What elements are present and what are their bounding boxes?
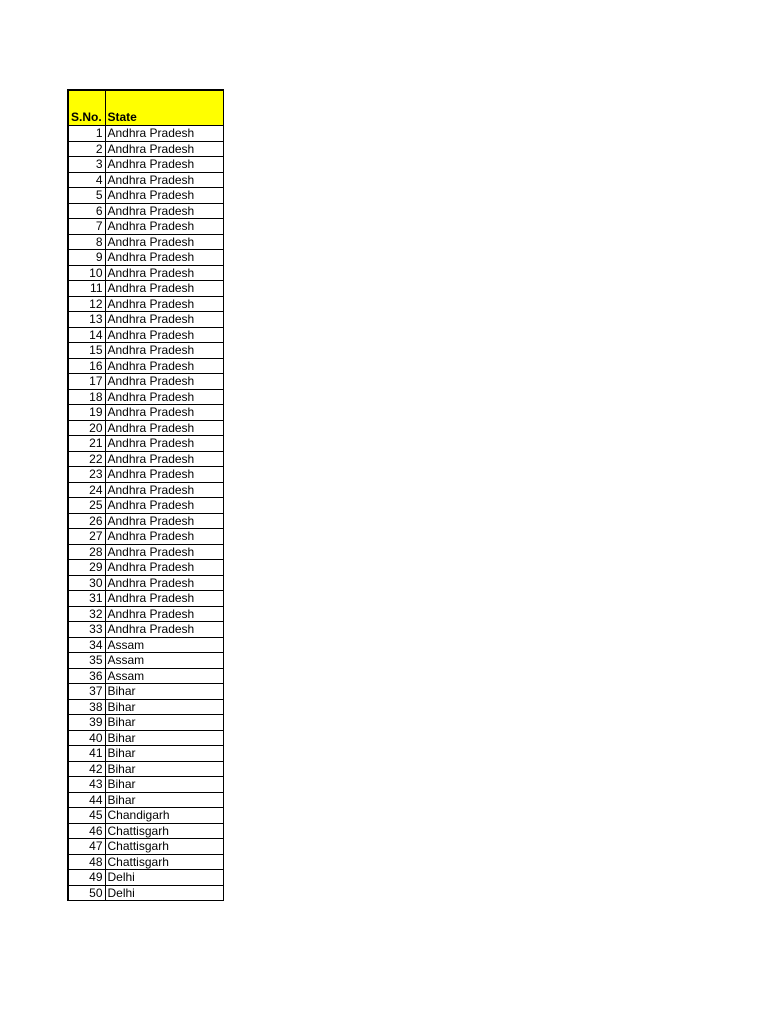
cell-sno: 1 bbox=[68, 126, 105, 142]
cell-state: Andhra Pradesh bbox=[105, 234, 223, 250]
cell-sno: 17 bbox=[68, 374, 105, 390]
cell-state: Andhra Pradesh bbox=[105, 451, 223, 467]
cell-sno: 48 bbox=[68, 854, 105, 870]
table-row bbox=[68, 436, 223, 452]
cell-sno: 30 bbox=[68, 575, 105, 591]
cell-state: Bihar bbox=[105, 777, 223, 793]
cell-state: Assam bbox=[105, 653, 223, 669]
table-row bbox=[68, 870, 223, 886]
cell-state: Andhra Pradesh bbox=[105, 296, 223, 312]
cell-state: Andhra Pradesh bbox=[105, 420, 223, 436]
table-row bbox=[68, 374, 223, 390]
cell-sno: 12 bbox=[68, 296, 105, 312]
cell-state: Andhra Pradesh bbox=[105, 575, 223, 591]
cell-state: Andhra Pradesh bbox=[105, 591, 223, 607]
cell-sno: 27 bbox=[68, 529, 105, 545]
cell-state: Andhra Pradesh bbox=[105, 312, 223, 328]
cell-sno: 50 bbox=[68, 885, 105, 901]
cell-sno: 38 bbox=[68, 699, 105, 715]
table-row bbox=[68, 467, 223, 483]
cell-state: Andhra Pradesh bbox=[105, 358, 223, 374]
cell-sno: 23 bbox=[68, 467, 105, 483]
cell-state: Andhra Pradesh bbox=[105, 482, 223, 498]
cell-state: Andhra Pradesh bbox=[105, 467, 223, 483]
cell-state: Assam bbox=[105, 668, 223, 684]
cell-sno: 39 bbox=[68, 715, 105, 731]
cell-sno: 32 bbox=[68, 606, 105, 622]
header-state: State bbox=[105, 90, 223, 126]
table-row bbox=[68, 653, 223, 669]
cell-state: Andhra Pradesh bbox=[105, 405, 223, 421]
cell-sno: 19 bbox=[68, 405, 105, 421]
cell-sno: 36 bbox=[68, 668, 105, 684]
cell-sno: 28 bbox=[68, 544, 105, 560]
table-row bbox=[68, 823, 223, 839]
table-row bbox=[68, 405, 223, 421]
cell-state: Andhra Pradesh bbox=[105, 250, 223, 266]
table-row bbox=[68, 839, 223, 855]
header-row bbox=[68, 90, 223, 126]
table-row bbox=[68, 699, 223, 715]
table-row bbox=[68, 622, 223, 638]
table-row bbox=[68, 188, 223, 204]
cell-state: Bihar bbox=[105, 792, 223, 808]
table-row bbox=[68, 529, 223, 545]
cell-sno: 31 bbox=[68, 591, 105, 607]
cell-state: Bihar bbox=[105, 730, 223, 746]
cell-state: Andhra Pradesh bbox=[105, 172, 223, 188]
cell-sno: 46 bbox=[68, 823, 105, 839]
cell-state: Andhra Pradesh bbox=[105, 544, 223, 560]
cell-state: Andhra Pradesh bbox=[105, 141, 223, 157]
cell-sno: 13 bbox=[68, 312, 105, 328]
cell-sno: 49 bbox=[68, 870, 105, 886]
table-row bbox=[68, 312, 223, 328]
cell-state: Andhra Pradesh bbox=[105, 265, 223, 281]
cell-sno: 3 bbox=[68, 157, 105, 173]
cell-sno: 5 bbox=[68, 188, 105, 204]
table-row bbox=[68, 234, 223, 250]
cell-sno: 16 bbox=[68, 358, 105, 374]
cell-sno: 33 bbox=[68, 622, 105, 638]
table-row bbox=[68, 777, 223, 793]
table-row bbox=[68, 420, 223, 436]
table-row bbox=[68, 792, 223, 808]
cell-sno: 7 bbox=[68, 219, 105, 235]
cell-state: Andhra Pradesh bbox=[105, 436, 223, 452]
cell-state: Bihar bbox=[105, 761, 223, 777]
header-sno: S.No. bbox=[68, 90, 105, 126]
cell-sno: 18 bbox=[68, 389, 105, 405]
cell-sno: 47 bbox=[68, 839, 105, 855]
cell-state: Bihar bbox=[105, 684, 223, 700]
table-row bbox=[68, 219, 223, 235]
cell-sno: 25 bbox=[68, 498, 105, 514]
table-row bbox=[68, 327, 223, 343]
cell-state: Chattisgarh bbox=[105, 839, 223, 855]
table-row bbox=[68, 451, 223, 467]
cell-state: Andhra Pradesh bbox=[105, 560, 223, 576]
cell-state: Andhra Pradesh bbox=[105, 529, 223, 545]
table-row bbox=[68, 250, 223, 266]
table-row bbox=[68, 591, 223, 607]
table-row bbox=[68, 389, 223, 405]
cell-sno: 42 bbox=[68, 761, 105, 777]
cell-sno: 29 bbox=[68, 560, 105, 576]
table-row bbox=[68, 296, 223, 312]
cell-sno: 43 bbox=[68, 777, 105, 793]
cell-state: Andhra Pradesh bbox=[105, 622, 223, 638]
cell-sno: 4 bbox=[68, 172, 105, 188]
table-row bbox=[68, 203, 223, 219]
cell-state: Assam bbox=[105, 637, 223, 653]
cell-state: Andhra Pradesh bbox=[105, 389, 223, 405]
cell-state: Andhra Pradesh bbox=[105, 606, 223, 622]
cell-state: Delhi bbox=[105, 885, 223, 901]
table-row bbox=[68, 265, 223, 281]
table-row bbox=[68, 761, 223, 777]
cell-sno: 8 bbox=[68, 234, 105, 250]
table-row bbox=[68, 141, 223, 157]
cell-sno: 2 bbox=[68, 141, 105, 157]
table-row bbox=[68, 575, 223, 591]
cell-state: Chattisgarh bbox=[105, 823, 223, 839]
cell-state: Andhra Pradesh bbox=[105, 327, 223, 343]
table-row bbox=[68, 172, 223, 188]
table-row bbox=[68, 854, 223, 870]
cell-sno: 22 bbox=[68, 451, 105, 467]
cell-state: Bihar bbox=[105, 715, 223, 731]
cell-sno: 37 bbox=[68, 684, 105, 700]
cell-sno: 45 bbox=[68, 808, 105, 824]
cell-sno: 10 bbox=[68, 265, 105, 281]
cell-sno: 35 bbox=[68, 653, 105, 669]
table-row bbox=[68, 482, 223, 498]
cell-sno: 6 bbox=[68, 203, 105, 219]
table-row bbox=[68, 544, 223, 560]
table-row bbox=[68, 343, 223, 359]
cell-state: Andhra Pradesh bbox=[105, 374, 223, 390]
table-row bbox=[68, 730, 223, 746]
cell-state: Andhra Pradesh bbox=[105, 157, 223, 173]
table-header bbox=[68, 90, 223, 126]
cell-state: Andhra Pradesh bbox=[105, 513, 223, 529]
cell-state: Andhra Pradesh bbox=[105, 203, 223, 219]
table-row bbox=[68, 513, 223, 529]
cell-sno: 21 bbox=[68, 436, 105, 452]
table-row bbox=[68, 637, 223, 653]
cell-state: Chandigarh bbox=[105, 808, 223, 824]
cell-sno: 11 bbox=[68, 281, 105, 297]
cell-sno: 24 bbox=[68, 482, 105, 498]
cell-sno: 41 bbox=[68, 746, 105, 762]
cell-sno: 26 bbox=[68, 513, 105, 529]
cell-state: Andhra Pradesh bbox=[105, 188, 223, 204]
cell-state: Andhra Pradesh bbox=[105, 498, 223, 514]
cell-sno: 44 bbox=[68, 792, 105, 808]
cell-state: Chattisgarh bbox=[105, 854, 223, 870]
table-row bbox=[68, 606, 223, 622]
cell-sno: 14 bbox=[68, 327, 105, 343]
cell-state: Bihar bbox=[105, 746, 223, 762]
cell-state: Andhra Pradesh bbox=[105, 281, 223, 297]
cell-sno: 9 bbox=[68, 250, 105, 266]
table-row bbox=[68, 498, 223, 514]
table-row bbox=[68, 281, 223, 297]
cell-state: Andhra Pradesh bbox=[105, 219, 223, 235]
table-row bbox=[68, 668, 223, 684]
cell-state: Andhra Pradesh bbox=[105, 126, 223, 142]
cell-sno: 40 bbox=[68, 730, 105, 746]
table-row bbox=[68, 126, 223, 142]
table-row bbox=[68, 358, 223, 374]
table-row bbox=[68, 157, 223, 173]
cell-sno: 20 bbox=[68, 420, 105, 436]
table-row bbox=[68, 746, 223, 762]
cell-sno: 34 bbox=[68, 637, 105, 653]
table-row bbox=[68, 808, 223, 824]
table-row bbox=[68, 715, 223, 731]
cell-state: Andhra Pradesh bbox=[105, 343, 223, 359]
cell-sno: 15 bbox=[68, 343, 105, 359]
cell-state: Delhi bbox=[105, 870, 223, 886]
table-row bbox=[68, 560, 223, 576]
table-row bbox=[68, 684, 223, 700]
cell-state: Bihar bbox=[105, 699, 223, 715]
table-body bbox=[68, 126, 223, 901]
table-row bbox=[68, 885, 223, 901]
state-table bbox=[67, 89, 224, 901]
